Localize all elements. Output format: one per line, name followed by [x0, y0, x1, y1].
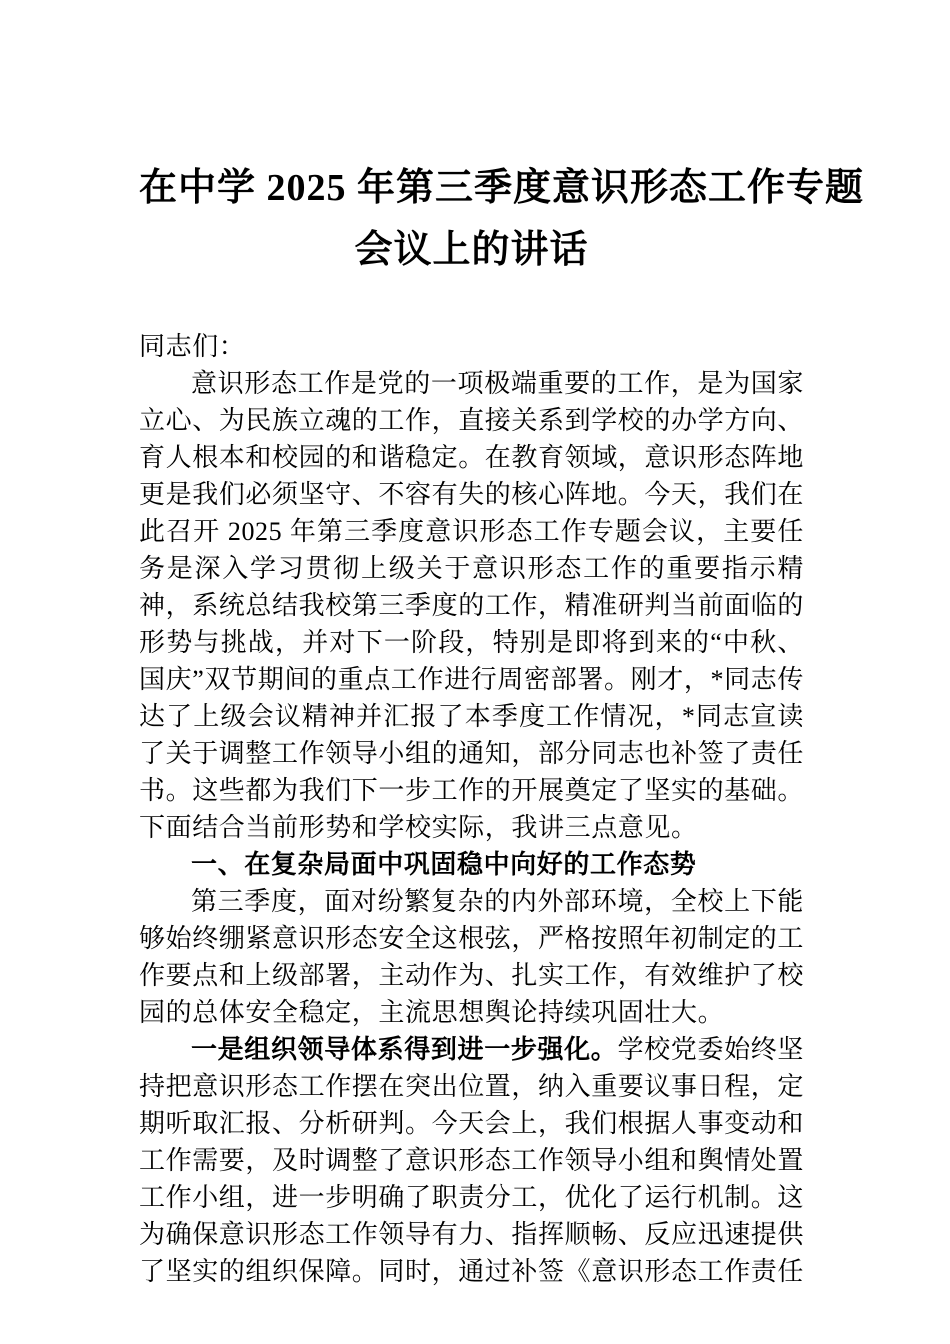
section-heading-1: 一、在复杂局面中巩固稳中向好的工作态势	[191, 849, 697, 879]
paragraph-intro: 意识形态工作是党的一项极端重要的工作，是为国家立心、为民族立魂的工作，直接关系到学校的办学方向、育人根本和校园的和谐稳定。在教育领域，意识形态阵地更是我们必须坚守、不容有失的核心阵地。今天，我们在此召开 2025 年第三季度意识形态工作专题会议，主要任务是深入学习贯彻上级关于意识形态工作的重要指示精神，系统总结我校第三季度的工作，精准研判当前面临的形势与挑战，并对下一阶段，特别是即将到来的“中秋、国庆”双节期间的重点工作进行周密部署。刚才，*同志传达了上级会议精神并汇报了本季度工作情况，*同志宣读了关于调整工作领导小组的通知，部分同志也补签了责任书。这些都为我们下一步工作的开展奠定了坚实的基础。下面结合当前形势和学校实际，我讲三点意见。	[139, 369, 805, 842]
document-title	[139, 157, 865, 281]
paragraph-point-1	[139, 1031, 804, 1290]
document-title-line-1: 在中学 2025 年第三季度意识形态工作专题	[139, 167, 865, 209]
paragraph-point-1-text: 学校党委始终坚持把意识形态工作摆在突出位置，纳入重要议事日程，定期听取汇报、分析研判。今天会上，我们根据人事变动和工作需要，及时调整了意识形态工作领导小组和舆情处置工作小组，进一步明确了职责分工，优化了运行机制。这为确保意识形态工作领导有力、指挥顺畅、反应迅速提供了坚实的组织保障。同时，通过补签《意识形态工作责任	[139, 1035, 805, 1286]
paragraph-section1-overview: 第三季度，面对纷繁复杂的内外部环境，全校上下能够始终绷紧意识形态安全这根弦，严格按照年初制定的工作要点和上级部署，主动作为、扎实工作，有效维护了校园的总体安全稳定，主流思想舆论持续巩固壮大。	[139, 887, 805, 1027]
document-body	[139, 328, 804, 1290]
document-title-line-2: 会议上的讲话	[354, 229, 589, 271]
paragraph-point-1-lead: 一是组织领导体系得到进一步强化。	[191, 1035, 618, 1064]
salutation: 同志们：	[139, 332, 246, 361]
